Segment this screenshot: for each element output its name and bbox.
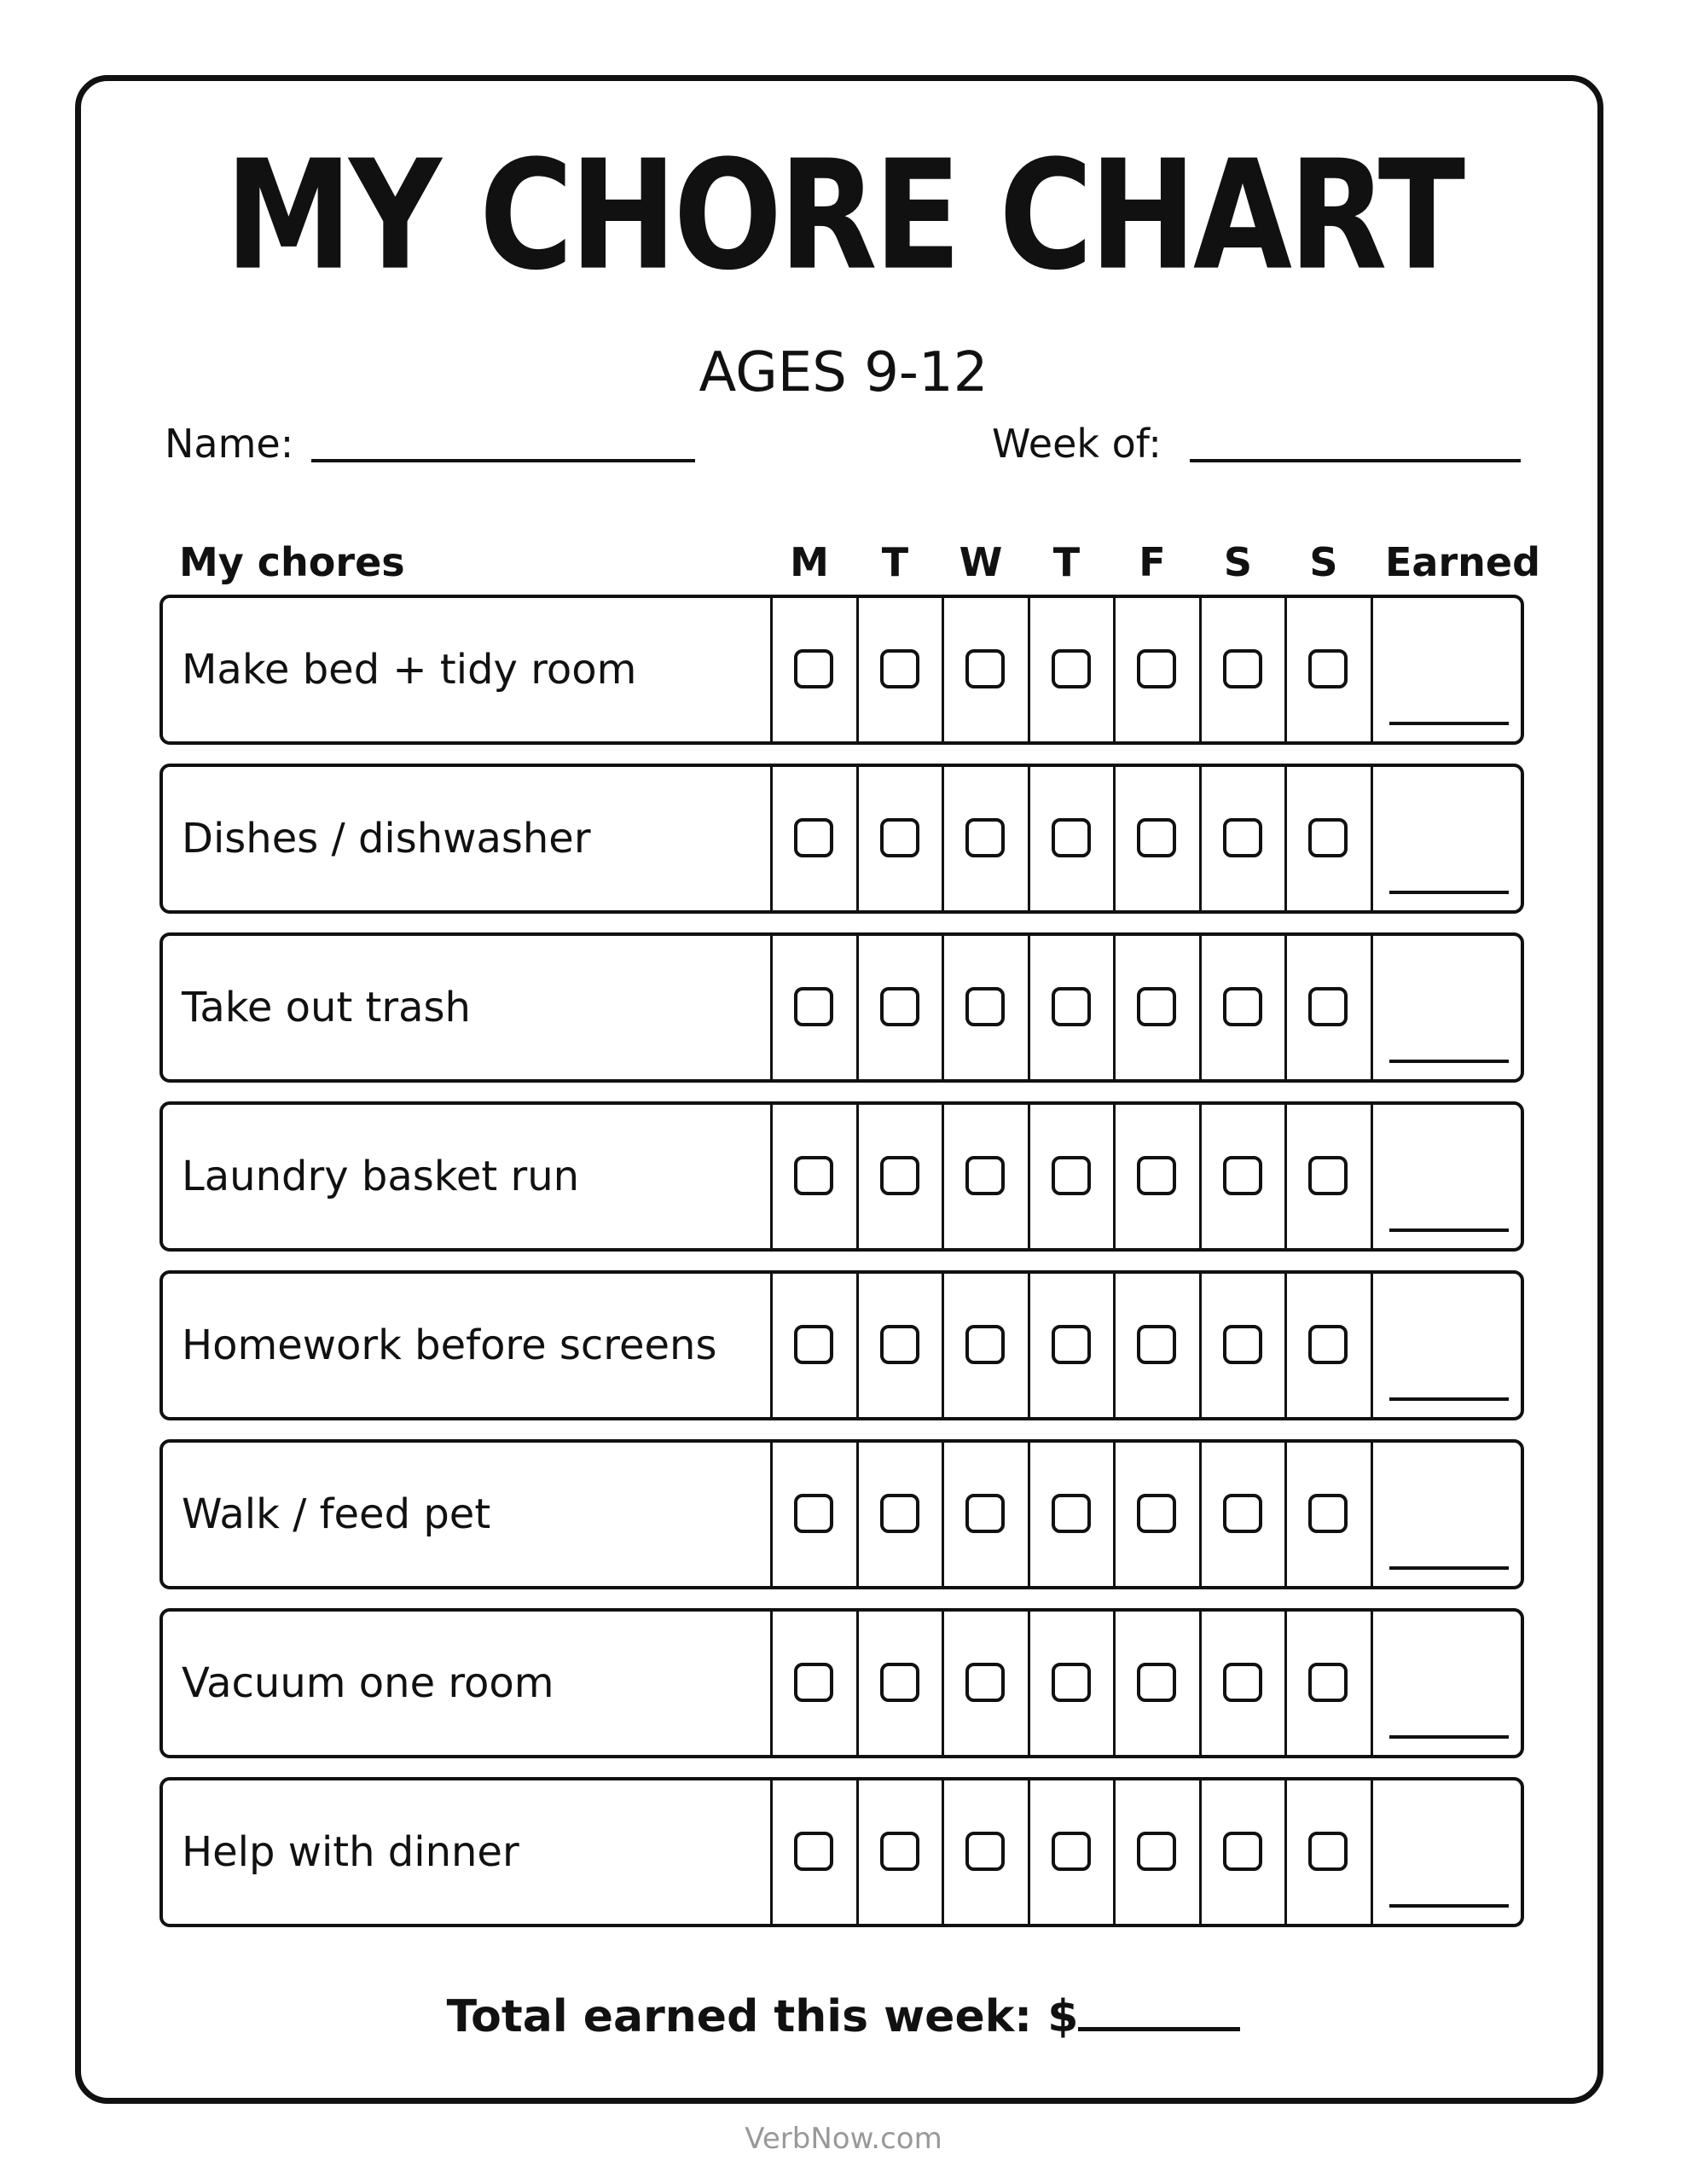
day-checkbox[interactable]: [1137, 1663, 1176, 1702]
column-divider: [1284, 1105, 1287, 1248]
column-divider: [1028, 936, 1030, 1079]
earned-field[interactable]: [1389, 1566, 1509, 1570]
day-checkbox[interactable]: [1223, 1494, 1262, 1533]
column-divider: [770, 767, 773, 910]
day-checkbox[interactable]: [1223, 1663, 1262, 1702]
column-divider: [1284, 1780, 1287, 1924]
day-header: T: [1052, 539, 1081, 585]
day-checkbox[interactable]: [1308, 1832, 1348, 1871]
chore-row: [159, 1608, 1524, 1758]
column-divider: [1113, 1274, 1116, 1417]
day-checkbox[interactable]: [1223, 818, 1262, 857]
column-divider: [856, 1105, 859, 1248]
column-divider: [1113, 598, 1116, 741]
day-checkbox[interactable]: [1308, 1663, 1348, 1702]
day-checkbox[interactable]: [1052, 987, 1091, 1026]
column-divider: [1028, 1105, 1030, 1248]
column-divider: [942, 936, 944, 1079]
week-of-field[interactable]: [1190, 459, 1521, 462]
day-checkbox[interactable]: [880, 649, 919, 688]
day-checkbox[interactable]: [1308, 1156, 1348, 1195]
day-checkbox[interactable]: [965, 818, 1005, 857]
chore-label: Laundry basket run: [182, 1153, 580, 1200]
day-checkbox[interactable]: [1052, 1156, 1091, 1195]
column-divider: [1371, 1780, 1373, 1924]
column-divider: [942, 1443, 944, 1586]
chore-label: Walk / feed pet: [182, 1490, 491, 1538]
day-checkbox[interactable]: [1223, 1156, 1262, 1195]
earned-field[interactable]: [1389, 722, 1509, 725]
chore-label: Make bed + tidy room: [182, 646, 637, 694]
day-checkbox[interactable]: [880, 1663, 919, 1702]
day-checkbox[interactable]: [1137, 987, 1176, 1026]
total-earned: [0, 1986, 1687, 2042]
chore-label: Dishes / dishwasher: [182, 815, 591, 863]
day-checkbox[interactable]: [794, 1832, 833, 1871]
day-checkbox[interactable]: [1137, 818, 1176, 857]
column-divider: [1028, 767, 1030, 910]
day-checkbox[interactable]: [965, 1832, 1005, 1871]
day-checkbox[interactable]: [880, 1156, 919, 1195]
column-divider: [1199, 1274, 1202, 1417]
day-checkbox[interactable]: [1137, 649, 1176, 688]
earned-field[interactable]: [1389, 1228, 1509, 1232]
column-divider: [1371, 598, 1373, 741]
day-checkbox[interactable]: [1137, 1832, 1176, 1871]
column-divider: [942, 1105, 944, 1248]
day-checkbox[interactable]: [1052, 1663, 1091, 1702]
column-divider: [856, 1612, 859, 1755]
column-divider: [770, 1780, 773, 1924]
day-checkbox[interactable]: [794, 649, 833, 688]
day-checkbox[interactable]: [1223, 1832, 1262, 1871]
total-earned-field[interactable]: [1078, 1986, 1240, 2031]
day-checkbox[interactable]: [1052, 818, 1091, 857]
day-header: S: [1223, 539, 1253, 585]
column-divider: [1284, 598, 1287, 741]
day-header: T: [881, 539, 909, 585]
day-checkbox[interactable]: [1052, 1325, 1091, 1364]
chore-label: Help with dinner: [182, 1828, 519, 1876]
column-divider: [1199, 1105, 1202, 1248]
day-checkbox[interactable]: [1137, 1325, 1176, 1364]
day-checkbox[interactable]: [1052, 649, 1091, 688]
earned-field[interactable]: [1389, 891, 1509, 894]
column-divider: [1113, 767, 1116, 910]
day-header: S: [1309, 539, 1338, 585]
column-divider: [1028, 598, 1030, 741]
column-divider: [1113, 1612, 1116, 1755]
column-divider: [1199, 936, 1202, 1079]
day-header: M: [790, 539, 829, 585]
column-divider: [942, 1274, 944, 1417]
column-divider: [856, 936, 859, 1079]
column-divider: [1284, 936, 1287, 1079]
column-divider: [856, 598, 859, 741]
day-checkbox[interactable]: [794, 1325, 833, 1364]
column-divider: [1113, 1780, 1116, 1924]
earned-field[interactable]: [1389, 1904, 1509, 1908]
day-checkbox[interactable]: [1223, 987, 1262, 1026]
column-divider: [1199, 598, 1202, 741]
day-checkbox[interactable]: [880, 987, 919, 1026]
day-checkbox[interactable]: [965, 1663, 1005, 1702]
site-watermark: VerbNow.com: [745, 2122, 942, 2156]
day-checkbox[interactable]: [1308, 1325, 1348, 1364]
day-checkbox[interactable]: [1223, 1325, 1262, 1364]
day-checkbox[interactable]: [1308, 987, 1348, 1026]
day-checkbox[interactable]: [794, 1156, 833, 1195]
earned-column-header: Earned: [1385, 539, 1541, 585]
total-earned-label: Total earned this week: $: [446, 1991, 1079, 2042]
column-divider: [770, 1105, 773, 1248]
earned-field[interactable]: [1389, 1060, 1509, 1063]
day-checkbox[interactable]: [880, 1494, 919, 1533]
column-divider: [942, 767, 944, 910]
chore-row: [159, 1101, 1524, 1252]
day-checkbox[interactable]: [1308, 818, 1348, 857]
day-checkbox[interactable]: [965, 649, 1005, 688]
day-checkbox[interactable]: [880, 1832, 919, 1871]
column-divider: [1028, 1612, 1030, 1755]
column-divider: [770, 1443, 773, 1586]
column-divider: [942, 598, 944, 741]
column-divider: [1199, 1443, 1202, 1586]
column-divider: [856, 767, 859, 910]
day-checkbox[interactable]: [880, 818, 919, 857]
chores-column-header: My chores: [179, 539, 405, 585]
column-divider: [1028, 1274, 1030, 1417]
chore-row: [159, 764, 1524, 914]
column-divider: [1199, 1780, 1202, 1924]
day-checkbox[interactable]: [1052, 1832, 1091, 1871]
day-checkbox[interactable]: [1308, 649, 1348, 688]
day-header: F: [1139, 539, 1166, 585]
column-divider: [942, 1780, 944, 1924]
column-divider: [856, 1274, 859, 1417]
day-checkbox[interactable]: [1137, 1156, 1176, 1195]
column-divider: [1371, 936, 1373, 1079]
column-divider: [1371, 1443, 1373, 1586]
chore-label: Take out trash: [182, 984, 471, 1031]
column-divider: [770, 1612, 773, 1755]
column-divider: [1113, 936, 1116, 1079]
chore-label: Homework before screens: [182, 1321, 717, 1369]
day-checkbox[interactable]: [794, 818, 833, 857]
column-divider: [1371, 1612, 1373, 1755]
day-checkbox[interactable]: [965, 1325, 1005, 1364]
day-checkbox[interactable]: [965, 1494, 1005, 1533]
day-checkbox[interactable]: [1223, 649, 1262, 688]
earned-field[interactable]: [1389, 1397, 1509, 1401]
age-range-subtitle: AGES 9-12: [699, 341, 988, 404]
column-divider: [770, 936, 773, 1079]
day-checkbox[interactable]: [794, 987, 833, 1026]
column-divider: [1028, 1780, 1030, 1924]
column-divider: [770, 598, 773, 741]
day-checkbox[interactable]: [965, 1156, 1005, 1195]
chore-row: [159, 595, 1524, 745]
column-divider: [1284, 1274, 1287, 1417]
column-divider: [856, 1780, 859, 1924]
column-divider: [1371, 1105, 1373, 1248]
column-divider: [942, 1612, 944, 1755]
name-label: Name:: [165, 421, 294, 467]
chore-row: [159, 1777, 1524, 1927]
chore-row: [159, 932, 1524, 1083]
chore-row: [159, 1270, 1524, 1420]
day-checkbox[interactable]: [1308, 1494, 1348, 1533]
column-divider: [1113, 1105, 1116, 1248]
page-title: MY CHORE CHART: [224, 128, 1463, 305]
column-divider: [1371, 767, 1373, 910]
column-divider: [1284, 1612, 1287, 1755]
column-divider: [1028, 1443, 1030, 1586]
day-checkbox[interactable]: [794, 1663, 833, 1702]
week-of-label: Week of:: [992, 421, 1162, 467]
earned-field[interactable]: [1389, 1735, 1509, 1739]
chore-label: Vacuum one room: [182, 1659, 554, 1707]
column-divider: [1199, 1612, 1202, 1755]
column-divider: [1371, 1274, 1373, 1417]
column-divider: [1199, 767, 1202, 910]
column-divider: [1284, 767, 1287, 910]
name-field[interactable]: [311, 459, 695, 462]
day-checkbox[interactable]: [1052, 1494, 1091, 1533]
column-divider: [856, 1443, 859, 1586]
day-checkbox[interactable]: [965, 987, 1005, 1026]
day-checkbox[interactable]: [1137, 1494, 1176, 1533]
column-divider: [1284, 1443, 1287, 1586]
column-divider: [770, 1274, 773, 1417]
chore-row: [159, 1439, 1524, 1589]
day-header: W: [959, 539, 1003, 585]
column-divider: [1113, 1443, 1116, 1586]
day-checkbox[interactable]: [794, 1494, 833, 1533]
day-checkbox[interactable]: [880, 1325, 919, 1364]
